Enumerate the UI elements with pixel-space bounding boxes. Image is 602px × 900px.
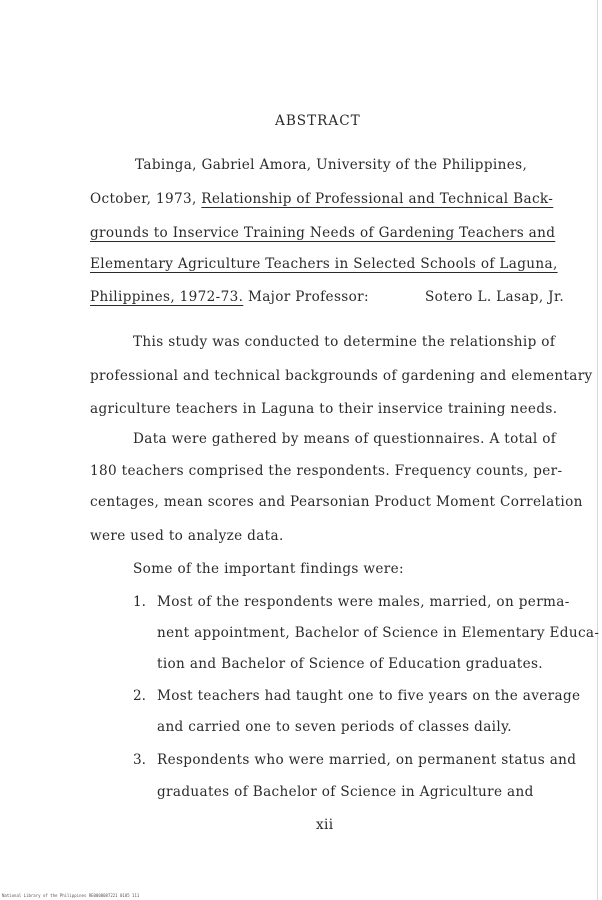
page-number: xii (316, 817, 334, 833)
thesis-title-part-1: Relationship of Professional and Technical Back- (201, 191, 554, 207)
purpose-line-1: This study was conducted to determine the relationship of (133, 334, 556, 350)
thesis-title-part-2: grounds to Inservice Training Needs of Gardening Teachers and (90, 225, 556, 241)
finding-1-line-1: Most of the respondents were males, married, on perma- (157, 594, 570, 610)
citation-date: October, 1973, (90, 191, 202, 207)
purpose-line-2: professional and technical backgrounds of gardening and elementary (90, 368, 593, 384)
thesis-title-part-4: Philippines, 1972-73. (90, 289, 244, 305)
citation-line-5 (90, 289, 369, 305)
finding-3-line-1: Respondents who were married, on permanent status and (157, 752, 577, 768)
method-line-1: Data were gathered by means of questionnaires. A total of (133, 431, 557, 447)
finding-2-line-1: Most teachers had taught one to five years on the average (157, 688, 581, 704)
finding-1-line-2: nent appointment, Bachelor of Science in Elementary Educa- (157, 625, 600, 641)
finding-2-line-2: and carried one to seven periods of classes daily. (157, 719, 512, 735)
right-page-edge (597, 0, 598, 900)
findings-intro: Some of the important findings were: (133, 561, 404, 577)
finding-2-number: 2. (133, 688, 146, 704)
finding-1-number: 1. (133, 594, 146, 610)
abstract-heading: ABSTRACT (275, 113, 361, 129)
citation-line-2 (90, 191, 553, 207)
finding-3-line-2: graduates of Bachelor of Science in Agriculture and (157, 784, 534, 800)
method-line-2: 180 teachers comprised the respondents. Frequency counts, per- (90, 463, 563, 479)
method-line-3: centages, mean scores and Pearsonian Product Moment Correlation (90, 494, 583, 510)
major-professor-name: Sotero L. Lasap, Jr. (425, 289, 565, 305)
citation-line-1: Tabinga, Gabriel Amora, University of the Philippines, (135, 157, 528, 173)
purpose-line-3: agriculture teachers in Laguna to their inservice training needs. (90, 401, 558, 417)
method-line-4: were used to analyze data. (90, 528, 284, 544)
finding-1-line-3: tion and Bachelor of Science of Education graduates. (157, 656, 543, 672)
thesis-title-part-3: Elementary Agriculture Teachers in Selected Schools of Laguna, (90, 256, 558, 272)
finding-3-number: 3. (133, 752, 146, 768)
major-professor-label: Major Professor: (243, 289, 369, 305)
scan-footer-stamp: National Library of the Philippines RE0000087221 0185 111 (2, 893, 140, 898)
